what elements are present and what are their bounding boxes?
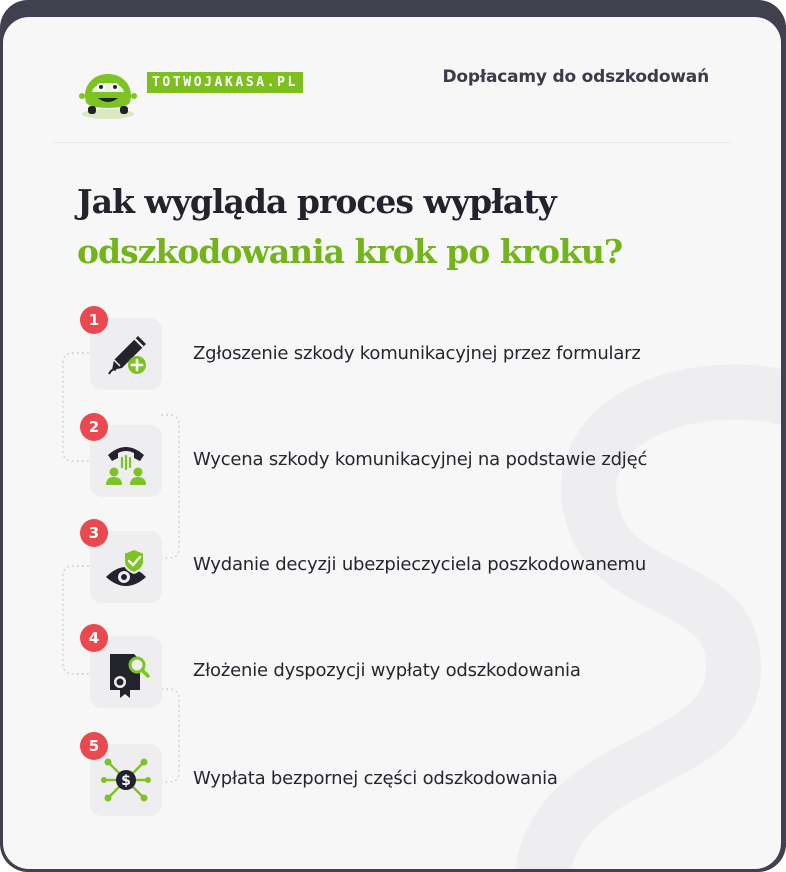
title-line-2: odszkodowania krok po kroku? (77, 232, 623, 271)
step-4-badge: 4 (80, 624, 108, 652)
tagline: Dopłacamy do odszkodowań (442, 67, 709, 87)
step-4-label: Złożenie dyspozycji wypłaty odszkodowania (193, 660, 581, 681)
step-3-badge: 3 (80, 519, 108, 547)
step-5-label: Wypłata bezpornej części odszkodowania (193, 768, 558, 789)
infographic-card (3, 17, 781, 869)
step-1-badge: 1 (80, 306, 108, 334)
step-5-badge: 5 (80, 732, 108, 760)
svg-text:$: $ (121, 773, 131, 789)
brand-name: TOTWOJAKASA.PL (147, 72, 303, 93)
step-1-label: Zgłoszenie szkody komunikacyjnej przez formularz (193, 343, 641, 364)
step-2-label: Wycena szkody komunikacyjnej na podstawie zdjęć (193, 449, 648, 470)
step-2-badge: 2 (80, 413, 108, 441)
step-3-label: Wydanie decyzji ubezpieczyciela poszkodowanemu (193, 554, 647, 575)
title-line-1: Jak wygląda proces wypłaty (77, 182, 556, 221)
